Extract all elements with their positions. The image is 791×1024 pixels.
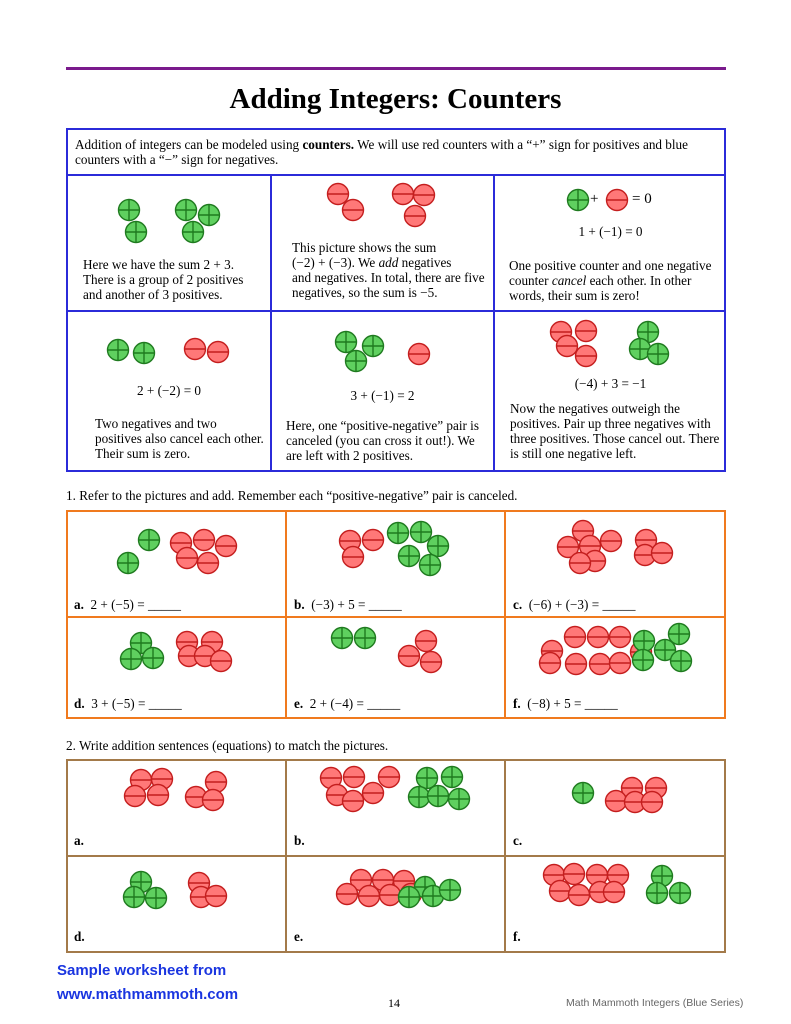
negative-counter — [194, 530, 215, 551]
negative-counter — [393, 184, 414, 205]
equation-equals: = 0 — [632, 191, 652, 207]
q1a-expression: a. 2 + (−5) = _____ — [74, 597, 181, 612]
positive-counter — [633, 650, 654, 671]
negative-counter — [566, 654, 587, 675]
footer-sample-text: Sample worksheet from — [57, 962, 227, 979]
positive-counter — [417, 768, 438, 789]
positive-counter — [428, 536, 449, 557]
negative-counter — [576, 346, 597, 367]
positive-counter — [399, 887, 420, 908]
q1-instruction: 1. Refer to the pictures and add. Remember each “positive-negative” pair is canceled. — [66, 488, 518, 503]
negative-counter — [399, 646, 420, 667]
positive-counter — [336, 332, 357, 353]
positive-counter — [124, 887, 145, 908]
negative-counter — [343, 791, 364, 812]
negative-counter — [557, 336, 578, 357]
negative-counter — [211, 651, 232, 672]
q2e-label: e. — [294, 929, 304, 944]
example-3-text: One positive counter and one negative counter cancel each other. In other words, their sum is zero! — [509, 258, 712, 303]
negative-counter — [363, 783, 384, 804]
divider — [285, 510, 287, 719]
negative-counter — [601, 531, 622, 552]
page-number: 14 — [388, 996, 400, 1010]
divider — [285, 759, 287, 953]
q1e-expression: e. 2 + (−4) = _____ — [294, 696, 401, 711]
positive-counter — [119, 200, 140, 221]
negative-counter — [343, 547, 364, 568]
negative-counter — [359, 886, 380, 907]
positive-counter — [671, 651, 692, 672]
q2f-label: f. — [513, 929, 521, 944]
negative-counter — [590, 654, 611, 675]
positive-counter — [143, 648, 164, 669]
q1d-expression: d. 3 + (−5) = _____ — [74, 696, 182, 711]
negative-counter — [405, 206, 426, 227]
positive-counter — [121, 649, 142, 670]
negative-counter — [328, 184, 349, 205]
negative-counter — [610, 653, 631, 674]
positive-counter — [346, 351, 367, 372]
positive-counter — [428, 786, 449, 807]
negative-counter — [343, 200, 364, 221]
positive-counter — [634, 631, 655, 652]
page-title: Adding Integers: Counters — [229, 83, 562, 115]
positive-counter — [449, 789, 470, 810]
positive-counter — [409, 787, 430, 808]
series-name: Math Mammoth Integers (Blue Series) — [566, 997, 744, 1009]
q2c-label: c. — [513, 833, 523, 848]
q2b-label: b. — [294, 833, 305, 848]
divider — [493, 174, 495, 472]
negative-counter — [642, 792, 663, 813]
example-1-text: Here we have the sum 2 + 3. There is a group of 2 positives and another of 3 positives. — [83, 257, 244, 302]
positive-counter — [126, 222, 147, 243]
negative-counter — [208, 342, 229, 363]
negative-counter — [148, 785, 169, 806]
negative-counter — [550, 881, 571, 902]
q2-instruction: 2. Write addition sentences (equations) to match the pictures. — [66, 738, 389, 753]
negative-counter — [177, 548, 198, 569]
positive-counter — [440, 880, 461, 901]
negative-counter — [203, 790, 224, 811]
negative-counter — [379, 767, 400, 788]
negative-counter — [652, 543, 673, 564]
q2a-label: a. — [74, 833, 84, 848]
negative-counter — [588, 627, 609, 648]
divider — [504, 759, 506, 953]
positive-counter — [399, 546, 420, 567]
example-5-caption: 3 + (−1) = 2 — [350, 388, 415, 403]
positive-counter — [648, 344, 669, 365]
positive-counter — [568, 190, 589, 211]
negative-counter — [363, 530, 384, 551]
negative-counter — [564, 864, 585, 885]
negative-counter — [607, 190, 628, 211]
negative-counter — [125, 786, 146, 807]
negative-counter — [416, 631, 437, 652]
negative-counter — [185, 339, 206, 360]
negative-counter — [570, 553, 591, 574]
q2d-label: d. — [74, 929, 85, 944]
positive-counter — [134, 343, 155, 364]
positive-counter — [647, 883, 668, 904]
example-3-caption: 1 + (−1) = 0 — [578, 224, 643, 239]
negative-counter — [569, 885, 590, 906]
equation-plus: + — [590, 191, 599, 207]
negative-counter — [414, 185, 435, 206]
positive-counter — [176, 200, 197, 221]
positive-counter — [670, 883, 691, 904]
negative-counter — [540, 653, 561, 674]
example-2-text: This picture shows the sum (−2) + (−3). We add negatives and negatives. In total, there are five negatives, so the sum is −5. — [292, 240, 485, 300]
negative-counter — [604, 882, 625, 903]
intro-text: Addition of integers can be modeled using counters. We will use red counters with a “+” sign for positives and blue counters with a “−” sign for negatives. — [75, 137, 689, 167]
negative-counter — [198, 553, 219, 574]
negative-counter — [610, 627, 631, 648]
example-4-text: Two negatives and two positives also cancel each other. Their sum is zero. — [95, 416, 264, 461]
negative-counter — [344, 767, 365, 788]
negative-counter — [337, 884, 358, 905]
positive-counter — [573, 783, 594, 804]
q1b-expression: b. (−3) + 5 = _____ — [294, 597, 402, 612]
negative-counter — [565, 627, 586, 648]
example-6-caption: (−4) + 3 = −1 — [574, 376, 647, 391]
positive-counter — [388, 523, 409, 544]
positive-counter — [139, 530, 160, 551]
negative-counter — [206, 886, 227, 907]
top-rule — [66, 67, 726, 70]
divider — [66, 174, 726, 176]
example-4-caption: 2 + (−2) = 0 — [136, 383, 202, 398]
positive-counter — [118, 553, 139, 574]
negative-counter — [216, 536, 237, 557]
q1f-expression: f. (−8) + 5 = _____ — [513, 696, 618, 711]
positive-counter — [199, 205, 220, 226]
q1c-expression: c. (−6) + (−3) = _____ — [513, 597, 636, 612]
example-6-text: Now the negatives outweigh the positives. Pair up three negatives with three positives. Those cancel out. There is still one negative left. — [510, 401, 720, 461]
divider — [66, 310, 726, 312]
positive-counter — [355, 628, 376, 649]
positive-counter — [332, 628, 353, 649]
positive-counter — [442, 767, 463, 788]
positive-counter — [411, 522, 432, 543]
footer-website-link[interactable]: www.mathmammoth.com — [57, 986, 239, 1003]
divider — [66, 855, 726, 857]
negative-counter — [606, 791, 627, 812]
example-5-text: Here, one “positive-negative” pair is canceled (you can cross it out!). We are left with 2 positives. — [286, 418, 479, 463]
counters-q2f — [0, 0, 1, 1]
negative-counter — [421, 652, 442, 673]
negative-counter — [409, 344, 430, 365]
positive-counter — [146, 888, 167, 909]
divider — [66, 616, 726, 618]
positive-counter — [183, 222, 204, 243]
negative-counter — [380, 885, 401, 906]
negative-counter — [576, 321, 597, 342]
positive-counter — [420, 555, 441, 576]
positive-counter — [108, 340, 129, 361]
positive-counter — [363, 336, 384, 357]
divider — [270, 174, 272, 472]
divider — [504, 510, 506, 719]
